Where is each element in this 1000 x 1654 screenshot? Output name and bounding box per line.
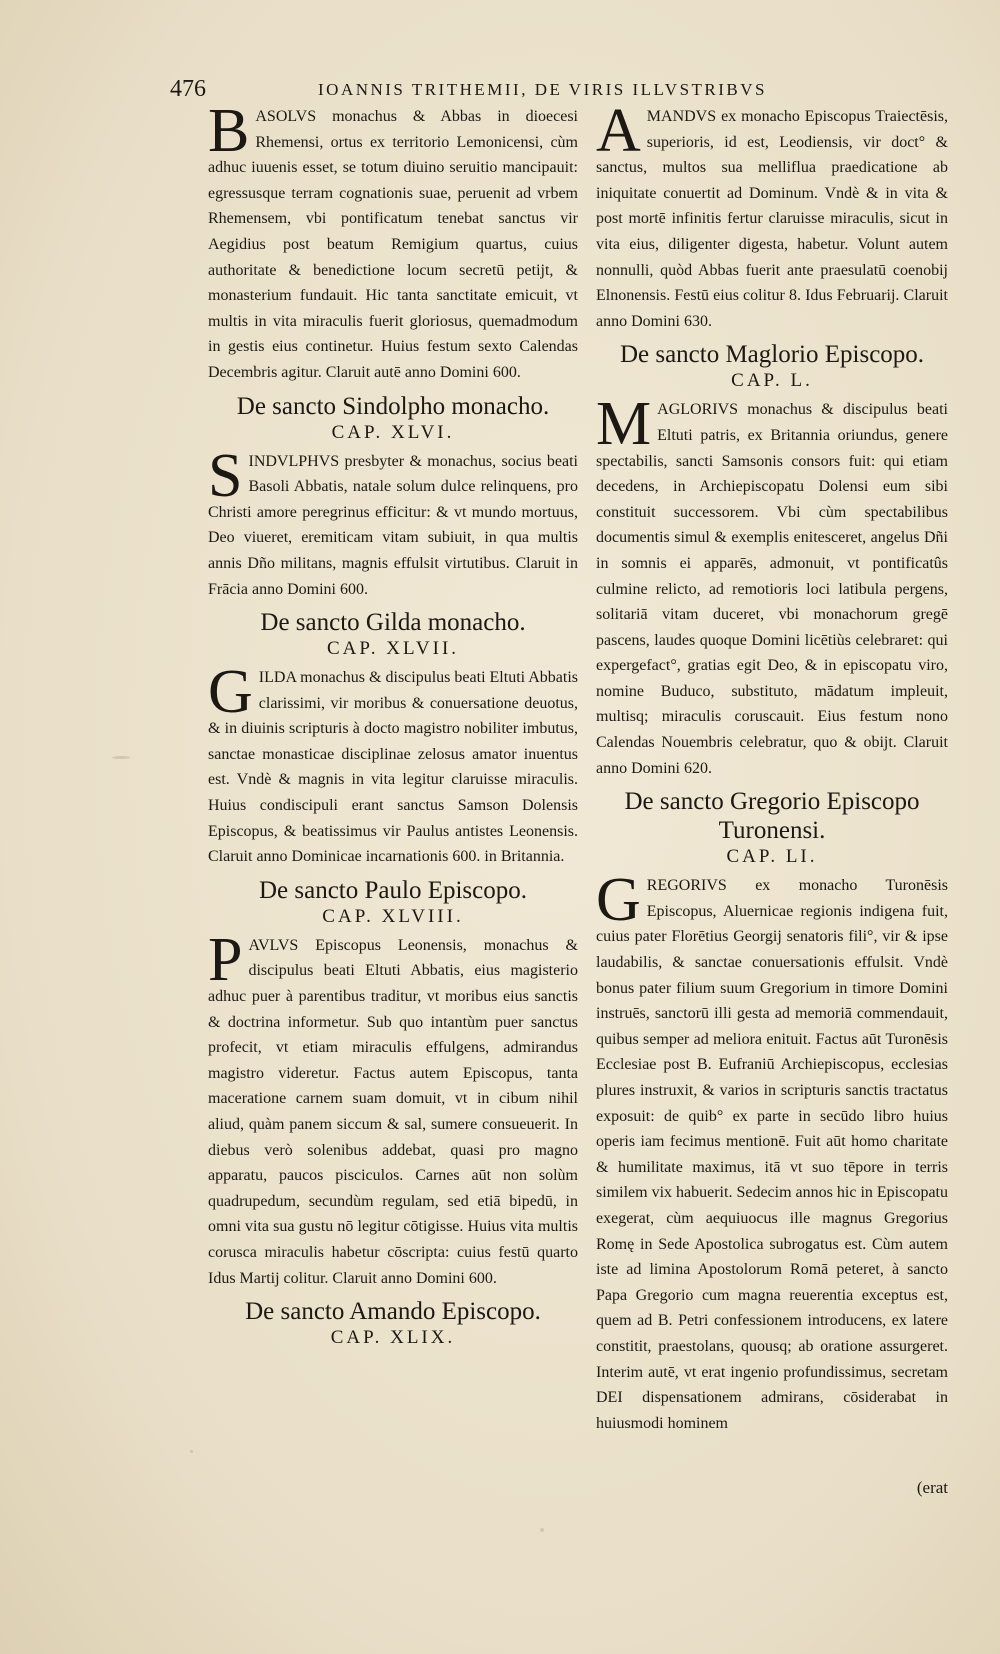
dropcap: S [208,441,243,510]
catchword: (erat [916,1478,948,1497]
folio-number: 476 [170,76,206,102]
dropcap: G [596,866,641,935]
entry-title: De sancto Gregorio Episcopo Turonensi. [624,788,920,845]
entry-title: De sancto Maglorio Episcopo. [619,341,925,369]
entry-title: De sancto Sindolpho monacho. [236,392,550,420]
entry-gregorius [596,866,948,1436]
dropcap: B [208,104,250,165]
paper-blemish [112,756,130,759]
entry-gilda [208,658,578,870]
entry-paulus [208,925,578,1291]
paper-blemish [540,1528,544,1532]
dropcap: G [208,658,253,727]
entry-basolus [208,104,578,386]
chapter-heading: CAP. LI. [726,846,818,868]
dropcap: P [208,925,243,994]
entry-title: De sancto Gilda monacho. [260,609,526,637]
entry-sindulphus [208,441,578,603]
chapter-heading: CAP. XLVIII. [322,905,464,927]
entry-text: AGLORIVS monachus & discipulus beati Eltuti patris, ex Britannia oriundus, genere spectabilis, sancti Samsonis consors fuit: qui etiam decedens, in Archiepiscopatu Dolensi eum sibi constituit successorem. Vbi cùm spectabilibus documentis simul & exemplis enitesceret, angelus Dñi in somnis ei apparēs, admonuit, vt pontificatûs culmine relicto, ad remotioris loci latibula pergens, solitariā vitam duceret, vbi monachorum gregē pascens, laudes quoque Domini licētiùs celebraret: qui expergefact°, gratias egit Deo, & in episcopatu viro, nomine Buduco, substituto, mādatum impleuit, multisq; miraculis coruscauit. Eius festum nono Calendas Nouembris celebratur, quo & obijt. Claruit anno Domini 620. [596,401,948,777]
chapter-heading: CAP. XLIX. [330,1327,456,1349]
entry-text: INDVLPHVS presbyter & monachus, socius beati Basoli Abbatis, natale solum dulce relinquens, pro Christi amore peregrinus efficitur: & vt mundo mortuus, Deo viueret, eremiticam vitam subiuit, in qua multis annis Dño militans, magnis effulsit virtutibus. Claruit in Frācia anno Domini 600. [208,452,578,598]
left-column [208,104,578,1476]
entry-text: REGORIVS ex monacho Turonēsis Episcopus, Aluernicae regionis indigena fuit, cuius pater Florētius Georgij senatoris fili°, vir & ipse laudabilis, & sanctae conuersationis effulsit. Vndè bonus pater filium suum Gregorium in timore Domini instruēs, sanctorū illi gesta ad memoriā commendauit, quibus semper ad meliora enituit. Factus aūt Turonēsis Ecclesiae post B. Eufraniū Archiepiscopus, ecclesias plures instruxit, & varios in scripturis sanctis tractatus exposuit: de quib° ex parte in secūdo libro huius operis iam fecimus mentionē. Fuit aūt homo charitate & humilitate maximus, itā vt suo tēpore in terris similem vix habuerit. Sedecim annos hic in Episcopatu exegerat, cùm aequiuocus ille magnus Gregorius Romę in Sede Apostolica subrogatus est. Cùm autem iste ad limina Apostolorum Romā peteret, à sancto Papa Gregorio cum magna reuerentia exceptus est, quem ad B. Petri confessionem introducens, ex latere constitit, praestolans, quousq; ab oratione assurgeret. Interim autē, vt erat ingenio profundissimus, secretam DEI dispensationem admirans, cōsiderabat in huiusmodi hominem [596,877,948,1432]
entry-text: MANDVS ex monacho Episcopus Traiectēsis, superioris, id est, Leodiensis, vir doct° & sanctus, multos sua melliflua praedicatione ab iniquitate conuertit ad Dominum. Vndè & in vita & post mortē infinitis fertur claruisse miraculis, sicut in vita eius, diligenter digesta, habetur. Volunt autem nonnulli, quòd Abbas fuerit ante praesulatū coenobij Elnonensis. Festū eius colitur 8. Idus Februarij. Claruit anno Domini 630. [596,108,948,330]
entry-text: ASOLVS monachus & Abbas in dioecesi Rhemensi, ortus ex territorio Lemonicensi, cùm adhuc iuuenis esset, se totum diuino seruitio mancipauit: egressusque terram cognationis suae, peruenit ad vrbem Rhemensem, vbi pontificatum tenebat sanctus vir Aegidius post beatum Remigium quartus, cuius authoritate & benedictione locum secretū petijt, & monasterium fundauit. Hic tanta sanctitate emicuit, vt multis in vita miraculis fuerit gloriosus, quemadmodum in gestis eius continetur. Huius festum sexto Calendas Decembris agitur. Claruit autē anno Domini 600. [208,108,578,381]
entry-title: De sancto Amando Episcopo. [245,1298,541,1326]
entry-maglorius [596,390,948,781]
chapter-heading: CAP. XLVI. [331,421,455,443]
entry-amandus [596,104,948,334]
page-header [170,76,860,106]
running-head: IOANNIS TRITHEMII, DE VIRIS ILLVSTRIBVS [318,80,767,99]
right-column [596,104,948,1494]
entry-text: ILDA monachus & discipulus beati Eltuti Abbatis clarissimi, vir moribus & conuersatione deuotus, & in diuinis scripturis à docto magistro nobiliter imbutus, sanctae monasticae disciplinae zelosus amator inuentus est. Vndè & magnis in vita legitur claruisse miraculis. Huius condiscipuli erant sanctus Samson Dolensis Episcopus, & beatissimus vir Paulus antistes Leonensis. Claruit anno Dominicae incarnationis 600. in Britannia. [208,669,578,866]
chapter-heading: CAP. XLVII. [326,638,460,660]
chapter-heading: CAP. L. [731,370,813,392]
entry-text: AVLVS Episcopus Leonensis, monachus & discipulus beati Eltuti Abbatis, eius magisterio adhuc puer à parentibus traditur, vt moribus eius sanctis & doctrina informetur. Sub quo intantùm puer sanctus profecit, vt etiam miraculis effulgens, admirandus magistro videretur. Factus autem Episcopus, tanta maceratione carnem suam domuit, vt in cibum nihil aliud, quàm panem siccum & sal, sumere consueuerit. In diebus verò solenibus addebat, quasi pro magno apparatu, paucos pisciculos. Carnes aūt non solùm quadrupedum, secundùm regulam, sed etiā bipedū, in omni vita sua gustu nō legitur cōtigisse. Huius vita multis corusca miraculis habetur cōscripta: cuius festū quarto Idus Martij colitur. Claruit anno Domini 600. [208,936,578,1287]
entry-title: De sancto Paulo Episcopo. [258,876,527,904]
dropcap: A [596,104,641,165]
paper-blemish [190,1450,193,1453]
dropcap: M [596,390,652,459]
